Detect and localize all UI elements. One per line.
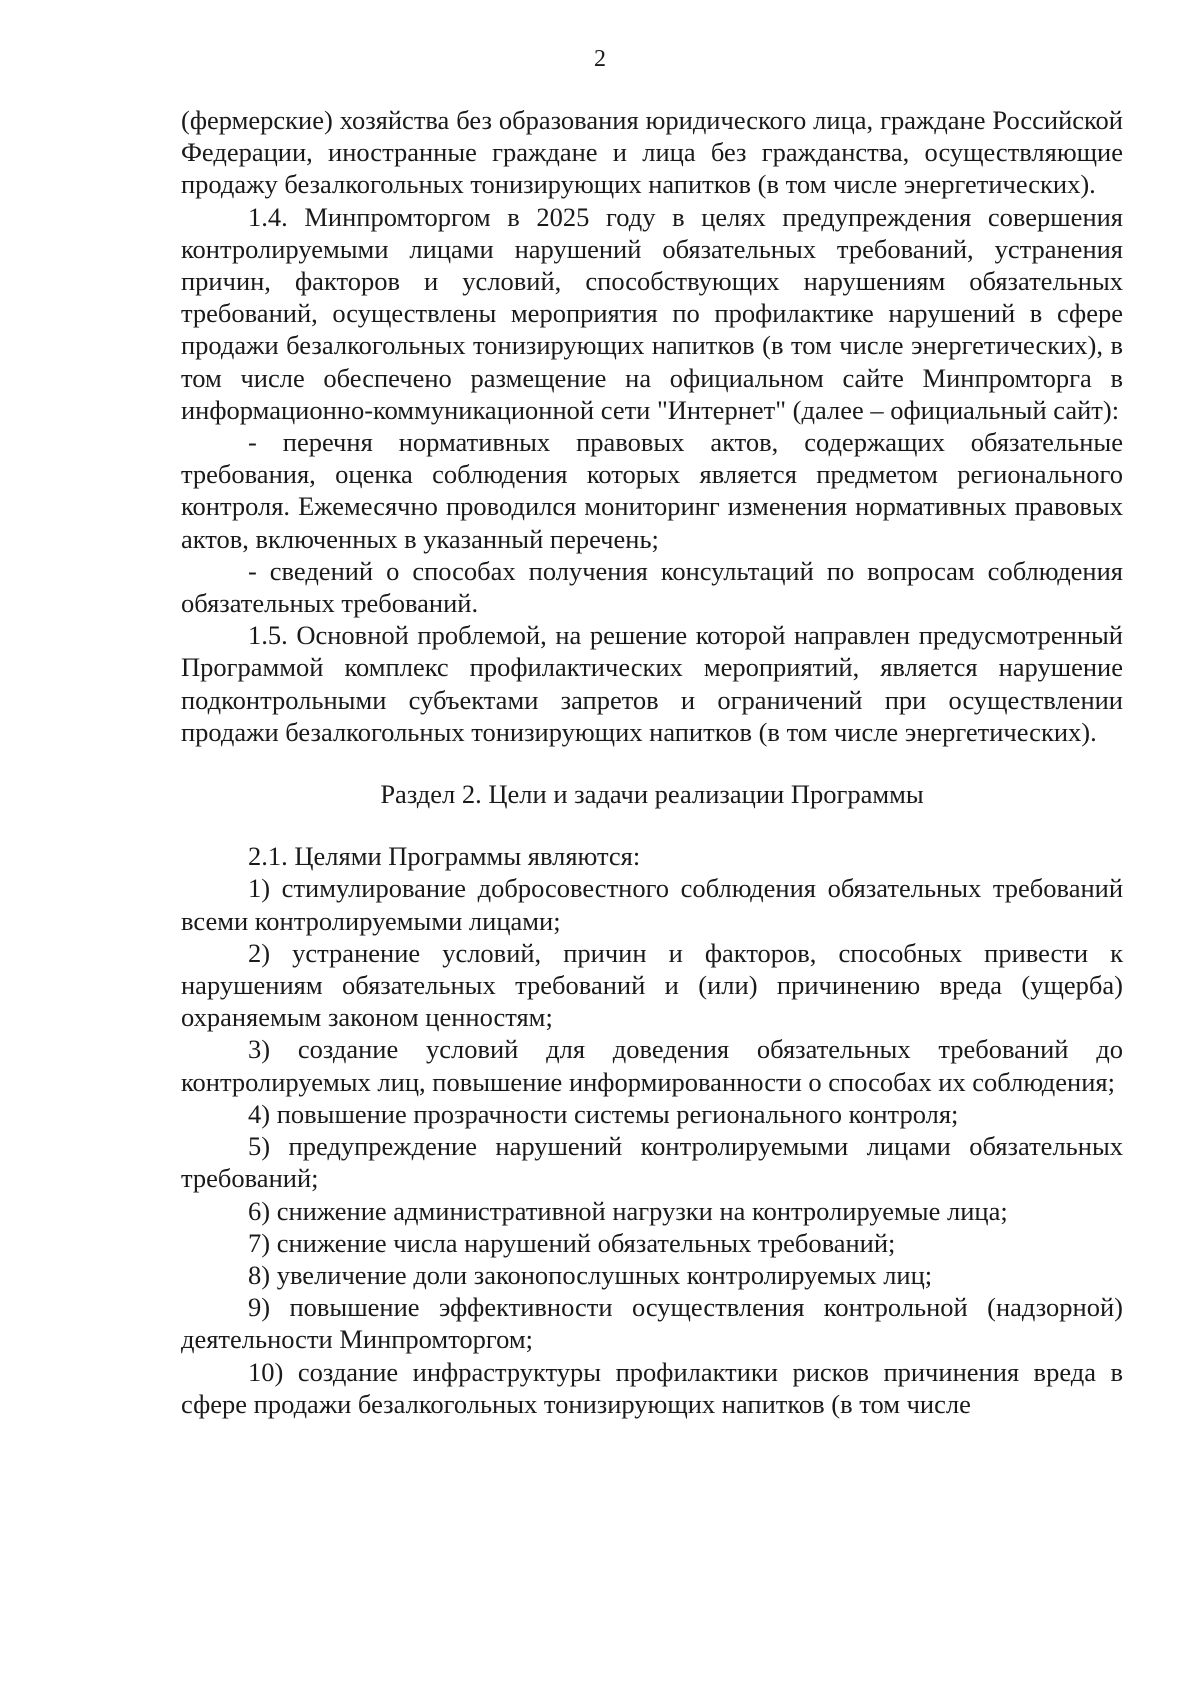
paragraph-1-5: 1.5. Основной проблемой, на решение которой направлен предусмотренный Программой комплекс профилактических мероприятий, является нарушение подконтрольными субъектами запретов и ограничений при осуществлении продажи безалкогольных тонизирующих напитков (в том числе энергетических). (181, 620, 1123, 747)
goal-item-7: 7) снижение числа нарушений обязательных требований; (248, 1227, 896, 1258)
document-body (181, 104, 1123, 1420)
goal-item-1: 1) стимулирование добросовестного соблюдения обязательных требований всеми контролируемыми лицами; (181, 873, 1123, 936)
goal-item-10: 10) создание инфраструктуры профилактики рисков причинения вреда в сфере продажи безалкогольных тонизирующих напитков (в том числе (181, 1356, 1123, 1419)
list-item-bullet-2: - сведений о способах получения консультаций по вопросам соблюдения обязательных требований. (181, 555, 1123, 619)
goal-item-8: 8) увеличение доли законопослушных контролируемых лиц; (248, 1259, 933, 1290)
goal-item-5: 5) предупреждение нарушений контролируемыми лицами обязательных требований; (181, 1131, 1123, 1194)
page-number: 2 (594, 46, 606, 72)
section-title: Раздел 2. Цели и задачи реализации Программы (380, 779, 924, 810)
goal-item-6: 6) снижение административной нагрузки на контролируемые лица; (248, 1195, 1008, 1226)
paragraph-2-1: 2.1. Целями Программы являются: (248, 841, 641, 872)
goal-item-2: 2) устранение условий, причин и факторов, способных привести к нарушениям обязательных требований и (или) причинению вреда (ущерба) охраняемым законом ценностям; (181, 937, 1123, 1033)
paragraph-continuation: (фермерские) хозяйства без образования юридического лица, граждане Российской Федерации, иностранные граждане и лица без гражданства, осуществляющие продажу безалкогольных тонизирующих напитков (в том числе энергетических). (181, 105, 1123, 200)
list-item-bullet-1: - перечня нормативных правовых актов, содержащих обязательные требования, оценка соблюдения которых является предметом регионального контроля. Ежемесячно проводился мониторинг изменения нормативных правовых актов, включенных в указанный перечень; (181, 427, 1123, 554)
paragraph-1-4: 1.4. Минпромторгом в 2025 году в целях предупреждения совершения контролируемыми лицами нарушений обязательных требований, устранения причин, факторов и условий, способствующих нарушениям обязательных требований, осуществлены мероприятия по профилактике нарушений в сфере продажи безалкогольных тонизирующих напитков (в том числе энергетических), в том числе обеспечено размещение на официальном сайте Минпромторга в информационно-коммуникационной сети "Интернет" (далее – официальный сайт): (181, 201, 1123, 425)
goal-item-4: 4) повышение прозрачности системы регионального контроля; (248, 1098, 959, 1129)
goal-item-3: 3) создание условий для доведения обязательных требований до контролируемых лиц, повышение информированности о способах их соблюдения; (181, 1034, 1123, 1097)
goal-item-9: 9) повышение эффективности осуществления контрольной (надзорной) деятельности Минпромторгом; (181, 1292, 1123, 1355)
